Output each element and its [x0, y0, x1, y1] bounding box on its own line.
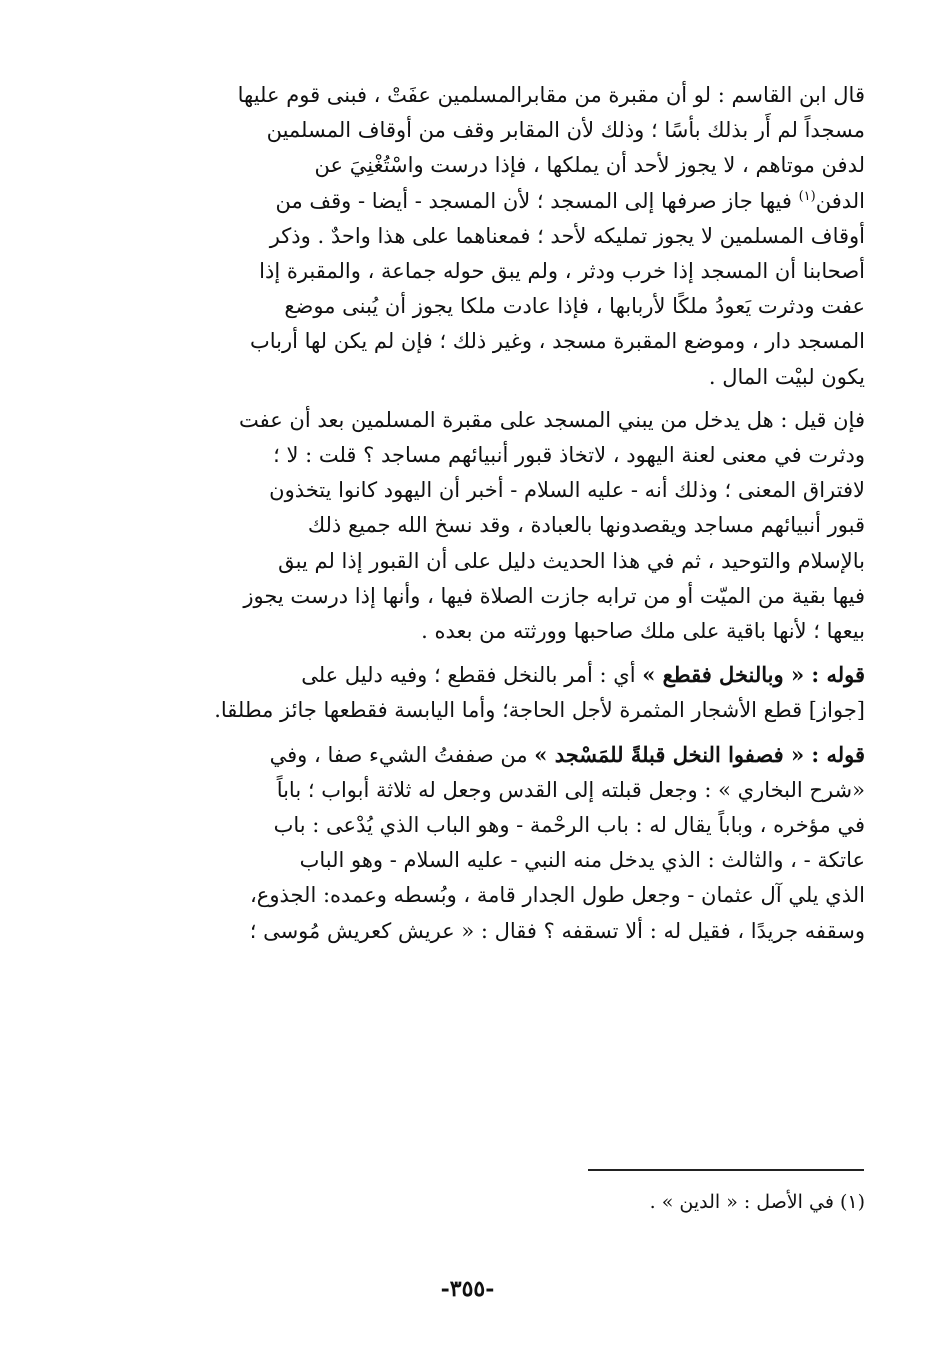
text-line: «شرح البخاري » : وجعل قبلته إلى القدس وجعل له ثلاثة أبواب ؛ باباً [276, 777, 865, 802]
text-line: الدفن [815, 188, 865, 213]
text-line: قال ابن القاسم : لو أن مقبرة من مقابرالمسلمين عفَتْ ، فبنى قوم عليها [237, 83, 865, 107]
main-text [155, 78, 865, 949]
footnote-divider [588, 1169, 864, 1171]
text-line: بالإسلام والتوحيد ، ثم في هذا الحديث دليل على أن القبور إذا لم يبق [278, 548, 865, 573]
text-line: في مؤخره ، وباباً يقال له : باب الرحْمة - وهو الباب الذي يُدْعى : باب [273, 813, 865, 838]
text-line: أي : أمر بالنخل فقطع ؛ وفيه دليل على [301, 663, 643, 688]
text-line: المسجد دار ، وموضع المقبرة مسجد ، وغير ذلك ؛ فإن لم يكن لها أرباب [249, 329, 865, 354]
text-line: ودثرت في معنى لعنة اليهود ، لاتخاذ قبور أنبيائهم مساجد ؟ قلت : لا ؛ [273, 443, 865, 468]
bold-lead: قوله : « فصفوا النخل قبلةً للمَسْجد » [534, 741, 865, 767]
text-line: يكون لبيْت المال . [708, 364, 865, 389]
paragraph-2 [155, 403, 865, 649]
text-line: فيها جاز صرفها إلى المسجد ؛ لأن المسجد - أيضا - وقف من [275, 188, 799, 213]
text-line: لدفن موتاهم ، لا يجوز لأحد أن يملكها ، فإذا درست واسْتُغْنِيَ عن [314, 153, 865, 178]
text-line: قبور أنبيائهم مساجد ويقصدونها بالعبادة ، وقد نسخ الله جميع ذلك [307, 513, 865, 538]
text-line: من صففتُ الشيء صفا ، وفي [269, 742, 535, 767]
text-line: أوقاف المسلمين لا يجوز تمليكه لأحد ؛ فمعناهما على هذا واحدٌ . وذكر [269, 223, 865, 248]
page-number: -٣٥٥- [440, 1276, 495, 1302]
text-line: بيعها ؛ لأنها باقية على ملك صاحبها وورثته من بعده . [421, 619, 865, 644]
paragraph-3 [155, 657, 865, 728]
text-line: أصحابنا أن المسجد إذا خرب ودثر ، ولم يبق حوله جماعة ، والمقبرة إذا [259, 259, 865, 284]
text-line: عاتكة - ، والثالث : الذي يدخل منه النبي - عليه السلام - وهو الباب [299, 848, 865, 873]
text-line: [جواز] قطع الأشجار المثمرة لأجل الحاجة؛ وأما اليابسة فقطعها جائز مطلقا. [214, 698, 865, 723]
text-line: لافتراق المعنى ؛ وذلك أنه - عليه السلام - أخبر أن اليهود كانوا يتخذون [269, 478, 865, 503]
text-line: وسقفه جريدًا ، فقيل له : ألا تسقفه ؟ فقال : « عريش كعريش مُوسى ؛ [249, 918, 865, 943]
footnote-reference[interactable]: (١) [798, 188, 816, 204]
text-line: فيها بقية من الميّت أو من ترابه جازت الصلاة فيها ، وأنها إذا درست يجوز [243, 583, 865, 608]
text-line: فإن قيل : هل يدخل من يبني المسجد على مقبرة المسلمين بعد أن عفت [238, 407, 865, 432]
paragraph-4 [155, 737, 865, 949]
bold-lead: قوله : « وبالنخل فقطع » [642, 662, 865, 688]
text-line: مسجداً لم أَر بذلك بأسًا ؛ وذلك لأن المقابر وقف من أوقاف المسلمين [266, 118, 865, 143]
text-line: عفت ودثرت يَعودُ ملكًا لأربابها ، فإذا عادت ملكا يجوز أن يُبنى موضع [284, 294, 865, 319]
footnote: (١) في الأصل : « الدين » . [649, 1191, 865, 1213]
paragraph-1 [155, 78, 865, 395]
text-line: الذي يلي آل عثمان - وجعل طول الجدار قامة ، وبُسطه وعمده: الجذوع، [250, 883, 865, 908]
